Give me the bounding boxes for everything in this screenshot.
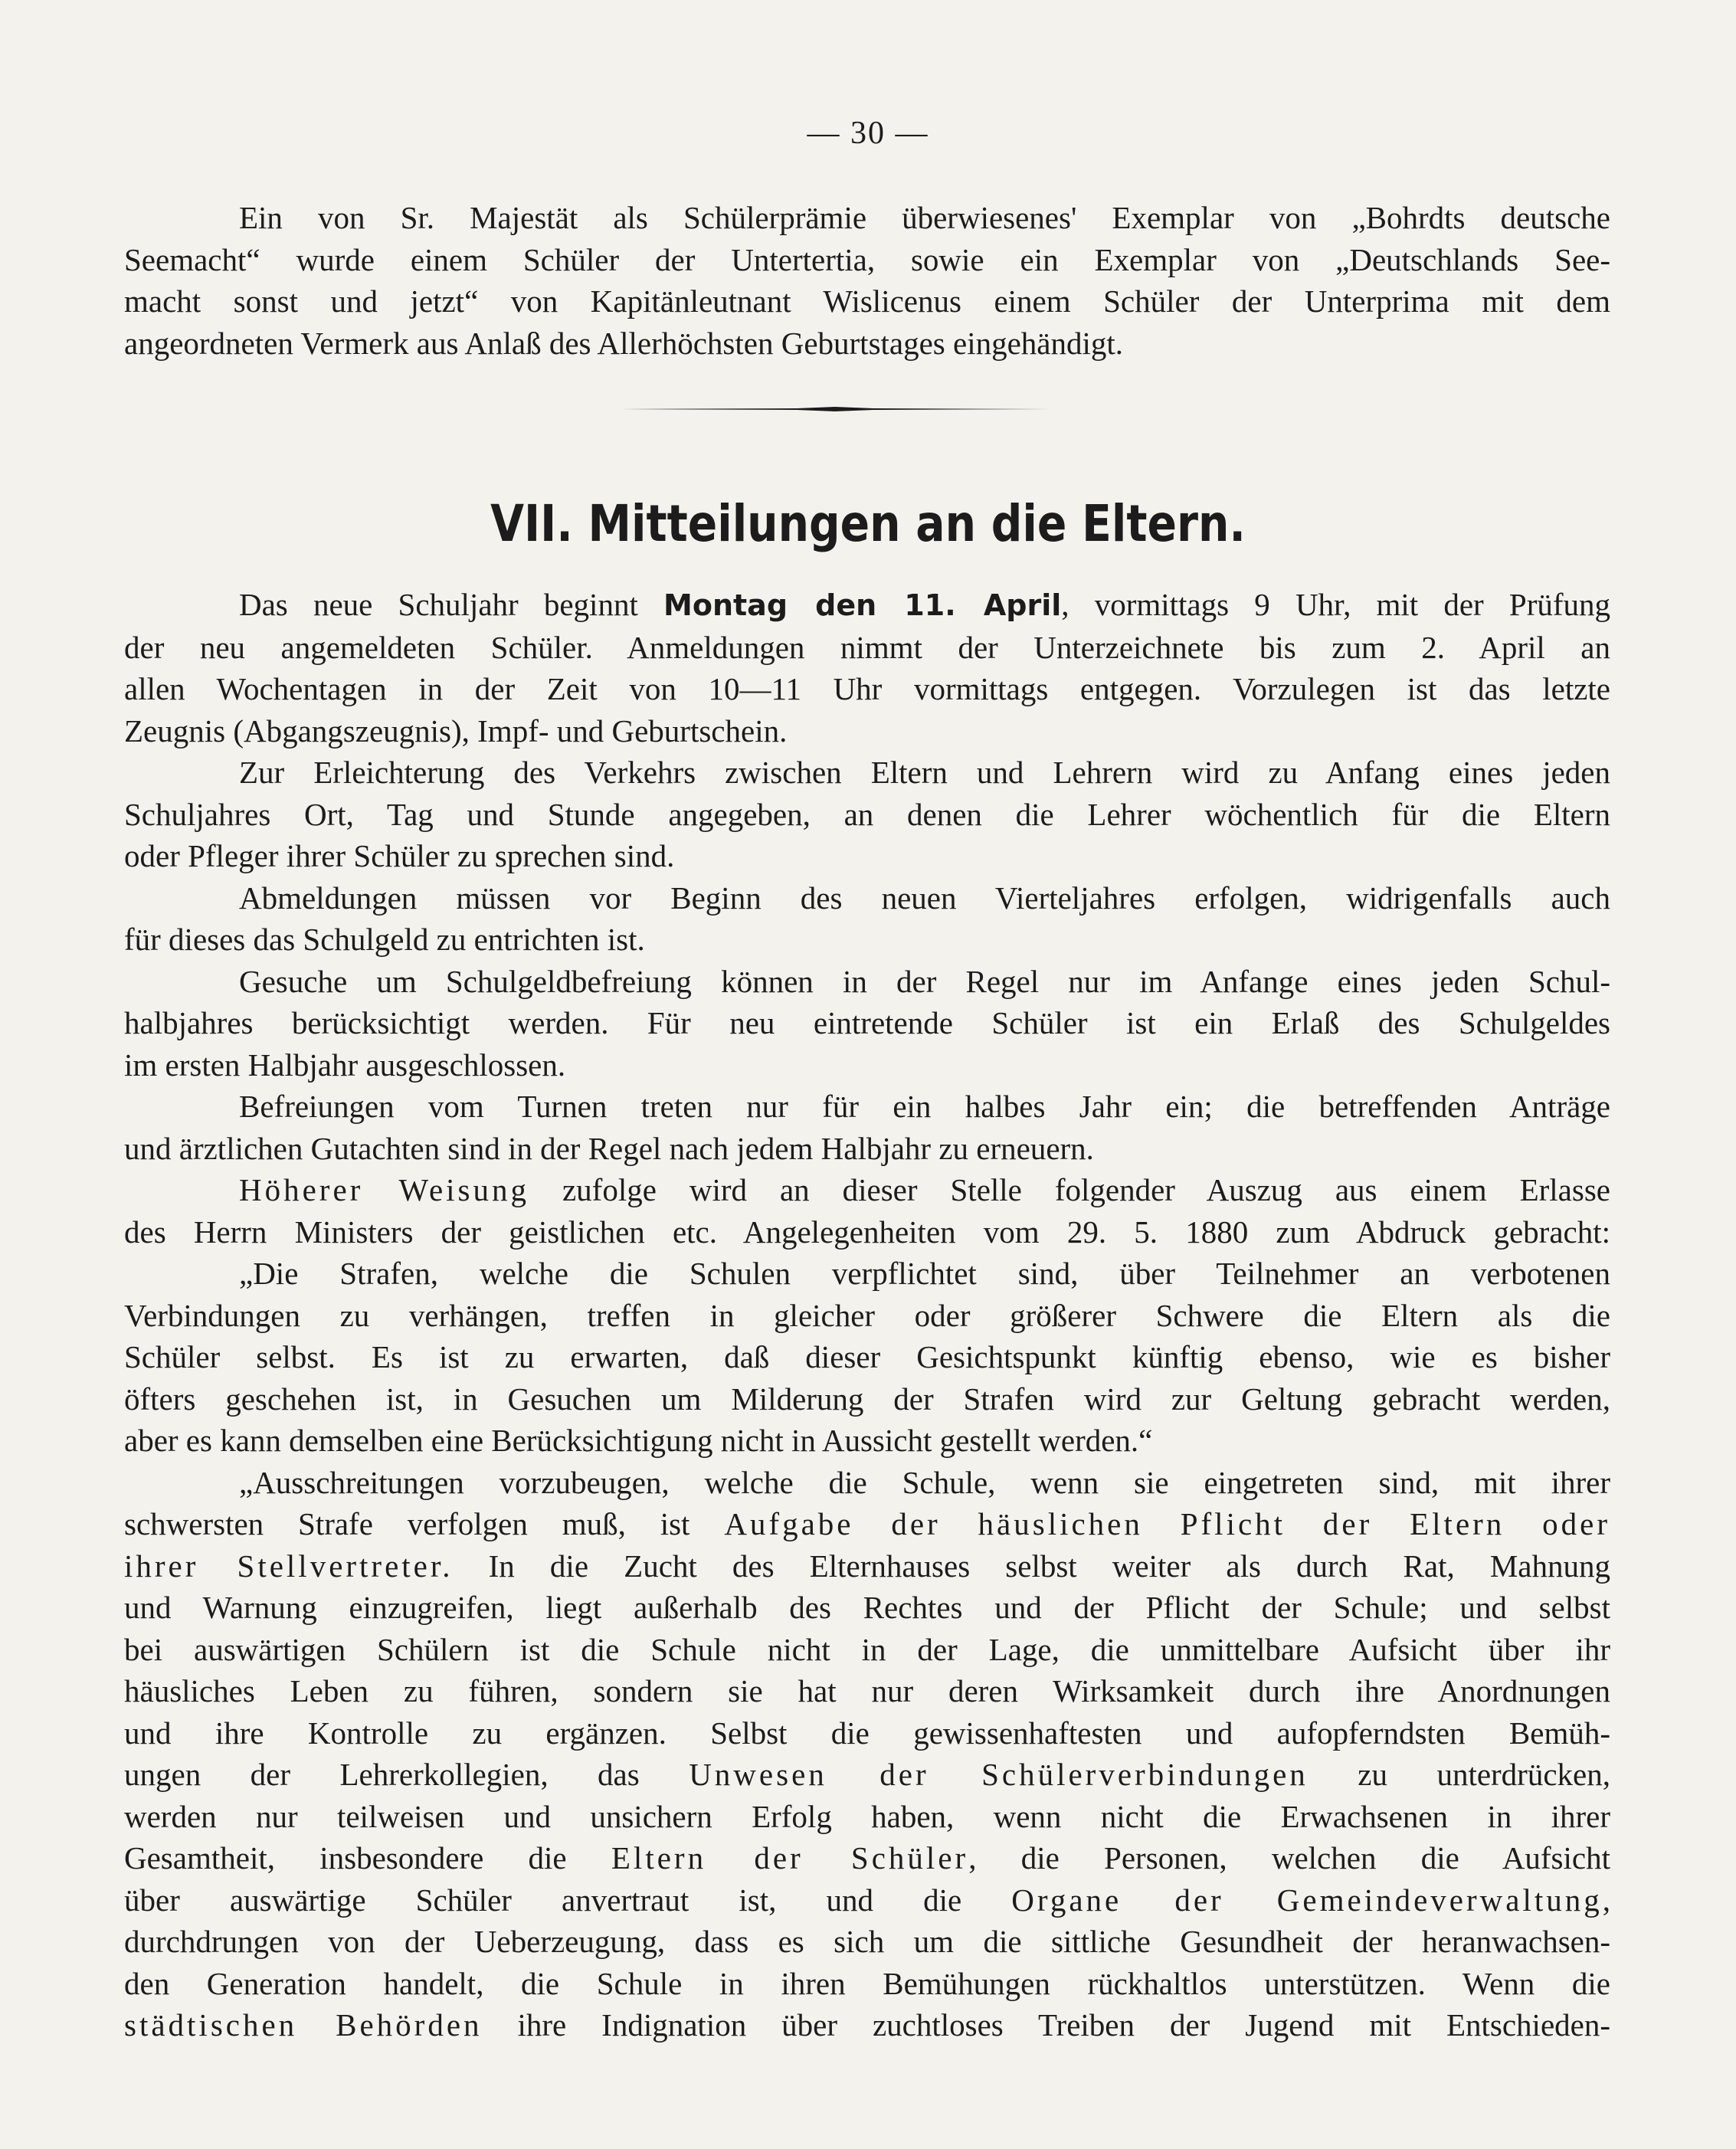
spaced-emphasis: ihrer Stellvertreter. <box>124 1548 454 1584</box>
text-run: zufolge wird an dieser Stelle folgender Auszug aus einem Erlasse <box>529 1172 1610 1207</box>
paragraph-first-line <box>124 584 1610 627</box>
text-line: den Generation handelt, die Schule in ihren Bemühungen rückhaltlos unterstützen. Wenn die <box>124 1965 1610 2001</box>
text-run: über auswärtige Schüler anvertraut ist, und die <box>124 1882 1012 1918</box>
text-run: , <box>1602 1882 1610 1918</box>
text-line: im ersten Halbjahr ausgeschlossen. <box>124 1047 566 1083</box>
text-line <box>124 1837 1610 1879</box>
text-run: , vormittags 9 Uhr, mit der Prüfung <box>1061 587 1610 622</box>
text-run: ungen der Lehrerkollegien, das <box>124 1757 689 1792</box>
text-line <box>124 1754 1610 1796</box>
text-line: „Ausschreitungen vorzubeugen, welche die Schule, wenn sie eingetreten sind, mit ihrer <box>239 1464 1610 1500</box>
text-line: öfters geschehen ist, in Gesuchen um Milderung der Strafen wird zur Geltung gebracht werden, <box>124 1381 1610 1417</box>
page-number: — 30 — <box>807 116 929 151</box>
text-line: Verbindungen zu verhängen, treffen in gleicher oder größerer Schwere die Eltern als die <box>124 1297 1610 1333</box>
text-run: Das neue Schuljahr beginnt <box>239 587 664 622</box>
text-run: Gesamtheit, insbesondere die <box>124 1840 611 1875</box>
text-line: und ärztlichen Gutachten sind in der Regel nach jedem Halbjahr zu erneuern. <box>124 1130 1094 1166</box>
body-text <box>124 584 1610 2046</box>
text-run: ihre Indignation über zuchtloses Treiben der Jugend mit Entschieden- <box>482 2007 1610 2043</box>
text-line <box>124 2004 1610 2046</box>
text-line <box>124 1879 1610 1921</box>
text-line: Seemacht“ wurde einem Schüler der Untertertia, sowie ein Exemplar von „Deutschlands See- <box>124 241 1610 277</box>
text-line: macht sonst und jetzt“ von Kapitänleutnant Wislicenus einem Schüler der Unterprima mit dem <box>124 283 1610 319</box>
spaced-emphasis: Organe der Gemeindeverwaltung <box>1011 1882 1603 1918</box>
text-line: bei auswärtigen Schülern ist die Schule nicht in der Lage, die unmittelbare Aufsicht über ihr <box>124 1631 1610 1667</box>
text-line: Befreiungen vom Turnen treten nur für ein halbes Jahr ein; die betreffenden Anträge <box>239 1089 1610 1124</box>
text-run: zu unterdrücken, <box>1308 1757 1610 1792</box>
divider-rule <box>621 406 1050 412</box>
spaced-emphasis: Eltern der Schüler <box>611 1840 969 1875</box>
text-line: angeordneten Vermerk aus Anlaß des Allerhöchsten Geburtstages eingehändigt. <box>124 325 1124 361</box>
text-line: Ein von Sr. Majestät als Schülerprämie überwiesenes' Exemplar von „Bohrdts deutsche <box>239 200 1610 235</box>
text-run: , die Personen, welchen die Aufsicht <box>968 1840 1610 1875</box>
spaced-emphasis: Aufgabe der häuslichen Pflicht der Eltern oder <box>724 1506 1610 1541</box>
text-line: allen Wochentagen in der Zeit von 10—11 Uhr vormittags entgegen. Vorzulegen ist das letzte <box>124 671 1610 706</box>
spaced-emphasis: städtischen Behörden <box>124 2007 483 2043</box>
date-emphasis: Montag den 11. April <box>663 588 1062 622</box>
text-line: „Die Strafen, welche die Schulen verpflichtet sind, über Teilnehmer an verbotenen <box>239 1256 1610 1291</box>
text-line: werden nur teilweisen und unsichern Erfolg haben, wenn nicht die Erwachsenen in ihrer <box>124 1798 1610 1834</box>
text-line: Schüler selbst. Es ist zu erwarten, daß dieser Gesichtspunkt künftig ebenso, wie es bisher <box>124 1339 1610 1374</box>
text-line: durchdrungen von der Ueberzeugung, dass es sich um die sittliche Gesundheit der heranwachsen- <box>124 1924 1610 1959</box>
text-line: Zur Erleichterung des Verkehrs zwischen Eltern und Lehrern wird zu Anfang eines jeden <box>239 755 1610 790</box>
spaced-emphasis: Unwesen der Schülerverbindungen <box>689 1757 1309 1792</box>
text-line: Gesuche um Schulgeldbefreiung können in der Regel nur im Anfange eines jeden Schul- <box>239 963 1610 999</box>
intro-paragraph <box>124 197 1610 364</box>
paragraph-first-line <box>124 1169 1610 1211</box>
text-run: In die Zucht des Elternhauses selbst weiter als durch Rat, Mahnung <box>453 1548 1610 1584</box>
text-line: halbjahres berücksichtigt werden. Für neu eintretende Schüler ist ein Erlaß des Schulgeldes <box>124 1005 1610 1040</box>
text-line: häusliches Leben zu führen, sondern sie hat nur deren Wirksamkeit durch ihre Anordnungen <box>124 1673 1610 1708</box>
spaced-emphasis: Höherer Weisung <box>239 1172 529 1207</box>
text-line: Schuljahres Ort, Tag und Stunde angegeben, an denen die Lehrer wöchentlich für die Eltern <box>124 796 1610 832</box>
text-line: und ihre Kontrolle zu ergänzen. Selbst die gewissenhaftesten und aufopferndsten Bemüh- <box>124 1715 1610 1751</box>
text-line: für dieses das Schulgeld zu entrichten ist. <box>124 922 645 957</box>
text-line <box>124 1545 1610 1587</box>
text-line: Zeugnis (Abgangszeugnis), Impf- und Geburtschein. <box>124 713 788 749</box>
text-line: des Herrn Ministers der geistlichen etc. Angelegenheiten vom 29. 5. 1880 zum Abdruck gebracht: <box>124 1214 1610 1250</box>
text-line: und Warnung einzugreifen, liegt außerhalb des Rechtes und der Pflicht der Schule; und selbst <box>124 1590 1610 1625</box>
text-run: schwersten Strafe verfolgen muß, ist <box>124 1506 725 1541</box>
text-line: der neu angemeldeten Schüler. Anmeldungen nimmt der Unterzeichnete bis zum 2. April an <box>124 629 1610 665</box>
text-line <box>124 1503 1610 1545</box>
text-line: oder Pfleger ihrer Schüler zu sprechen sind. <box>124 838 675 873</box>
text-line: aber es kann demselben eine Berücksichtigung nicht in Aussicht gestellt werden.“ <box>124 1423 1153 1458</box>
text-line: Abmeldungen müssen vor Beginn des neuen Vierteljahres erfolgen, widrigenfalls auch <box>239 880 1610 916</box>
section-title: VII. Mitteilungen an die Eltern. <box>490 494 1246 553</box>
